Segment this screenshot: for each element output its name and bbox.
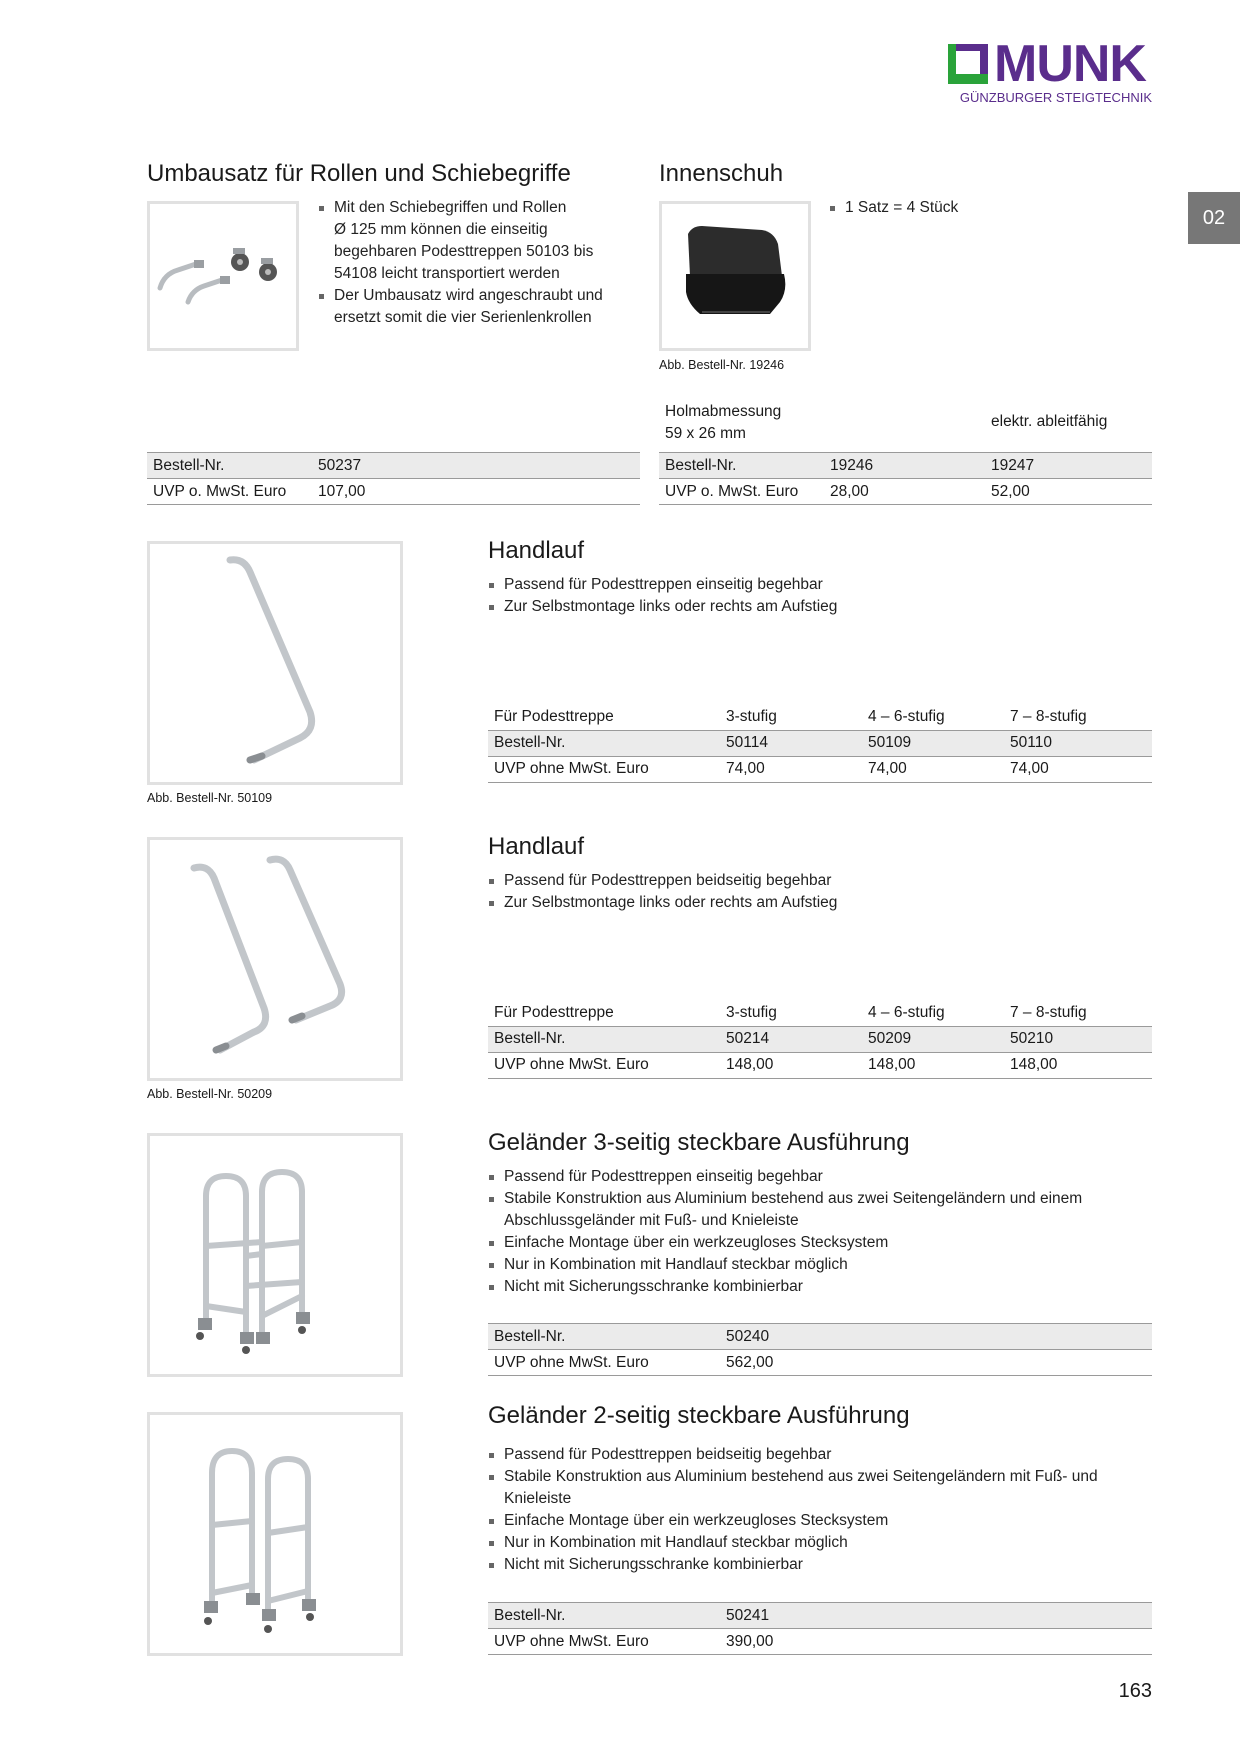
innenschuh-image bbox=[659, 201, 811, 351]
table-header-row: Für Podesttreppe 3-stufig 4 – 6-stufig 7 – 8-stufig bbox=[488, 1000, 1152, 1026]
list-item: Mit den Schiebegriffen und Rollen Ø 125 mm können die einseitig begehbaren Podesttreppen 50103 bis 54108 leicht transportiert werden bbox=[318, 197, 648, 285]
handlauf1-title: Handlauf bbox=[488, 537, 585, 564]
table-row: UVP ohne MwSt. Euro 74,00 74,00 74,00 bbox=[488, 756, 1152, 782]
list-item: Stabile Konstruktion aus Aluminium bestehend aus zwei Seitengeländern mit Fuß- und Knieleiste bbox=[488, 1466, 1108, 1510]
wheel-kit-icon bbox=[150, 204, 296, 348]
list-item: Einfache Montage über ein werkzeugloses Stecksystem bbox=[488, 1510, 1108, 1532]
innenschuh-title: Innenschuh bbox=[659, 160, 784, 187]
umbausatz-image bbox=[147, 201, 299, 351]
table-row: UVP o. MwSt. Euro 107,00 bbox=[147, 479, 640, 505]
table-header-row: Für Podesttreppe 3-stufig 4 – 6-stufig 7 – 8-stufig bbox=[488, 704, 1152, 730]
table-row: Bestell-Nr. 50114 50109 50110 bbox=[488, 730, 1152, 756]
table-row: Bestell-Nr. 50237 bbox=[147, 453, 640, 479]
list-item: Passend für Podesttreppen beidseitig begehbar bbox=[488, 870, 1088, 892]
innenschuh-caption: Abb. Bestell-Nr. 19246 bbox=[659, 358, 785, 372]
munk-logo bbox=[948, 35, 1152, 106]
umbausatz-table bbox=[147, 452, 640, 505]
list-item: Passend für Podesttreppen einseitig begehbar bbox=[488, 1166, 1108, 1188]
gelaender2-table bbox=[488, 1602, 1152, 1655]
list-item: Nicht mit Sicherungsschranke kombinierbar bbox=[488, 1276, 1108, 1298]
handlauf2-image bbox=[147, 837, 403, 1081]
table-row: UVP ohne MwSt. Euro 148,00 148,00 148,00 bbox=[488, 1052, 1152, 1078]
gelaender3-title: Geländer 3-seitig steckbare Ausführung bbox=[488, 1129, 910, 1156]
table-row: Bestell-Nr. 19246 19247 bbox=[659, 453, 1152, 479]
rubber-shoe-icon bbox=[662, 204, 808, 348]
list-item: Stabile Konstruktion aus Aluminium bestehend aus zwei Seitengeländern und einem Abschlussgeländer mit Fuß- und Knieleiste bbox=[488, 1188, 1108, 1232]
gelaender2-image bbox=[147, 1412, 403, 1656]
handrail-pair-icon bbox=[150, 840, 400, 1078]
gelaender3-image bbox=[147, 1133, 403, 1377]
list-item: Einfache Montage über ein werkzeugloses Stecksystem bbox=[488, 1232, 1108, 1254]
table-row: UVP ohne MwSt. Euro 562,00 bbox=[488, 1350, 1152, 1376]
list-item: Zur Selbstmontage links oder rechts am Aufstieg bbox=[488, 596, 1088, 618]
table-row: UVP o. MwSt. Euro 28,00 52,00 bbox=[659, 479, 1152, 505]
table-row: Bestell-Nr. 50214 50209 50210 bbox=[488, 1026, 1152, 1052]
umbausatz-title: Umbausatz für Rollen und Schiebegriffe bbox=[147, 160, 571, 187]
railing-two-sided-icon bbox=[150, 1415, 400, 1653]
innenschuh-bullets bbox=[829, 197, 1069, 219]
handlauf2-caption: Abb. Bestell-Nr. 50209 bbox=[147, 1087, 273, 1101]
list-item: Passend für Podesttreppen einseitig begehbar bbox=[488, 574, 1088, 596]
handlauf2-table bbox=[488, 1000, 1152, 1079]
list-item: Nicht mit Sicherungsschranke kombinierbar bbox=[488, 1554, 1108, 1576]
handlauf2-title: Handlauf bbox=[488, 833, 585, 860]
gelaender2-title: Geländer 2-seitig steckbare Ausführung bbox=[488, 1402, 910, 1429]
innenschuh-ableit-label: elektr. ableitfähig bbox=[991, 413, 1108, 430]
handlauf1-image bbox=[147, 541, 403, 785]
logo-tagline: GÜNZBURGER STEIGTECHNIK bbox=[959, 90, 1152, 105]
table-row: UVP ohne MwSt. Euro 390,00 bbox=[488, 1629, 1152, 1655]
page-number: 163 bbox=[1118, 1680, 1152, 1702]
table-row: Bestell-Nr. 50241 bbox=[488, 1603, 1152, 1629]
handlauf1-table bbox=[488, 704, 1152, 783]
list-item: Passend für Podesttreppen beidseitig begehbar bbox=[488, 1444, 1108, 1466]
gelaender2-bullets bbox=[488, 1444, 1108, 1576]
chapter-tab[interactable]: 02 bbox=[1188, 192, 1240, 244]
umbausatz-bullets bbox=[318, 197, 648, 329]
gelaender3-table bbox=[488, 1323, 1152, 1376]
railing-three-sided-icon bbox=[150, 1136, 400, 1374]
innenschuh-holm-label: Holmabmessung 59 x 26 mm bbox=[665, 403, 782, 442]
gelaender3-bullets bbox=[488, 1166, 1108, 1298]
list-item: Der Umbausatz wird angeschraubt und ersetzt somit die vier Serienlenkrollen bbox=[318, 285, 648, 329]
handlauf1-bullets bbox=[488, 574, 1088, 618]
handlauf1-caption: Abb. Bestell-Nr. 50109 bbox=[147, 791, 273, 805]
list-item: 1 Satz = 4 Stück bbox=[829, 197, 1069, 219]
handrail-icon bbox=[150, 544, 400, 782]
list-item: Zur Selbstmontage links oder rechts am Aufstieg bbox=[488, 892, 1088, 914]
table-row: Bestell-Nr. 50240 bbox=[488, 1324, 1152, 1350]
handlauf2-bullets bbox=[488, 870, 1088, 914]
list-item: Nur in Kombination mit Handlauf steckbar möglich bbox=[488, 1254, 1108, 1276]
logo-wordmark: MUNK bbox=[994, 35, 1146, 93]
innenschuh-table bbox=[659, 452, 1152, 505]
logo-mark-icon bbox=[948, 44, 988, 84]
list-item: Nur in Kombination mit Handlauf steckbar möglich bbox=[488, 1532, 1108, 1554]
